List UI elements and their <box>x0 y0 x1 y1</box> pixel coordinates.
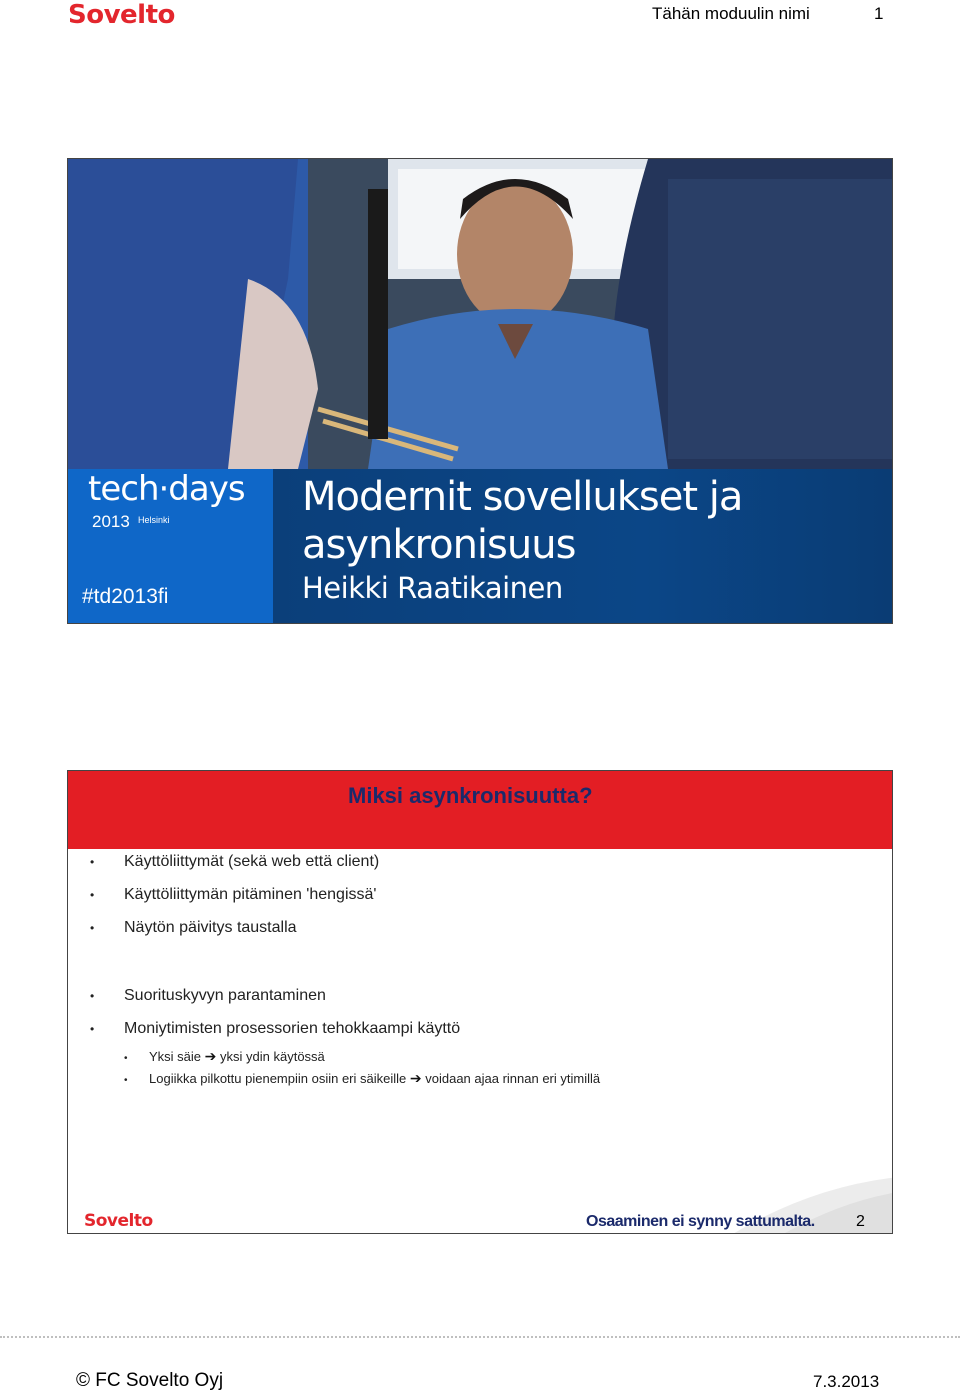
slide-1-title-area <box>68 469 892 623</box>
footer-date: 7.3.2013 <box>813 1372 880 1391</box>
techdays-year: 2013 <box>92 512 130 531</box>
bullet-icon: • <box>90 921 95 935</box>
bullet-text: Näytön päivitys taustalla <box>124 919 297 936</box>
bullet-item <box>90 886 376 904</box>
bullet-icon: • <box>90 1022 95 1036</box>
bullet-text: Suorituskyvyn parantaminen <box>124 987 326 1004</box>
sub-bullet-after: voidaan ajaa rinnan eri ytimillä <box>425 1071 601 1086</box>
slide-1-title-line-2: asynkronisuus <box>302 522 576 568</box>
bullet-item <box>90 853 379 871</box>
bullet-item <box>90 919 297 937</box>
presenter-name: Heikki Raatikainen <box>302 571 563 605</box>
slide-1-thumbnail <box>67 158 893 624</box>
bullet-item <box>90 1020 460 1038</box>
bullet-icon: • <box>124 1053 128 1064</box>
bullet-item <box>90 987 326 1005</box>
right-arrow-icon: ➔ <box>204 1048 217 1064</box>
slide-2-title: Miksi asynkronisuutta? <box>348 783 593 808</box>
slide-1-photo <box>68 159 892 469</box>
copyright: © FC Sovelto Oyj <box>76 1370 224 1391</box>
slide-2-title-band <box>68 771 892 849</box>
right-arrow-icon: ➔ <box>409 1070 422 1086</box>
dotted-separator <box>0 1336 960 1340</box>
tagline: Osaaminen ei synny sattumalta. <box>586 1213 815 1230</box>
sub-bullet-item <box>124 1070 600 1087</box>
techdays-logo: tech·days <box>88 469 245 509</box>
bullet-icon: • <box>90 888 95 902</box>
sub-bullet-after: yksi ydin käytössä <box>220 1049 325 1064</box>
bullet-text: Käyttöliittymät (sekä web että client) <box>124 853 380 870</box>
sub-bullet-before: Yksi säie <box>149 1049 202 1064</box>
bullet-icon: • <box>124 1075 128 1086</box>
bullet-text: Moniytimisten prosessorien tehokkaampi käyttö <box>124 1020 461 1037</box>
sub-bullet-before: Logiikka pilkottu pienempiin osiin eri säikeille <box>149 1071 407 1086</box>
hashtag: #td2013fi <box>82 585 169 608</box>
slide-2-page-number: 2 <box>856 1213 865 1230</box>
slide-2-thumbnail <box>67 770 893 1234</box>
slide-1-title <box>302 473 882 569</box>
slide-1-title-line-1: Modernit sovellukset ja <box>302 474 743 520</box>
title-panel <box>273 469 892 623</box>
sovelto-logo: Sovelto <box>68 0 175 30</box>
slide-2-sovelto-logo: Sovelto <box>84 1211 153 1231</box>
bullet-text: Käyttöliittymän pitäminen 'hengissä' <box>124 886 377 903</box>
sub-bullet-item <box>124 1048 325 1065</box>
module-title: Tähän moduulin nimi <box>652 4 810 23</box>
techdays-panel <box>68 469 273 623</box>
page-number: 1 <box>874 4 884 23</box>
people-photo-illustration <box>68 159 892 469</box>
techdays-city: Helsinki <box>138 515 170 525</box>
bullet-icon: • <box>90 855 95 869</box>
bullet-icon: • <box>90 989 95 1003</box>
